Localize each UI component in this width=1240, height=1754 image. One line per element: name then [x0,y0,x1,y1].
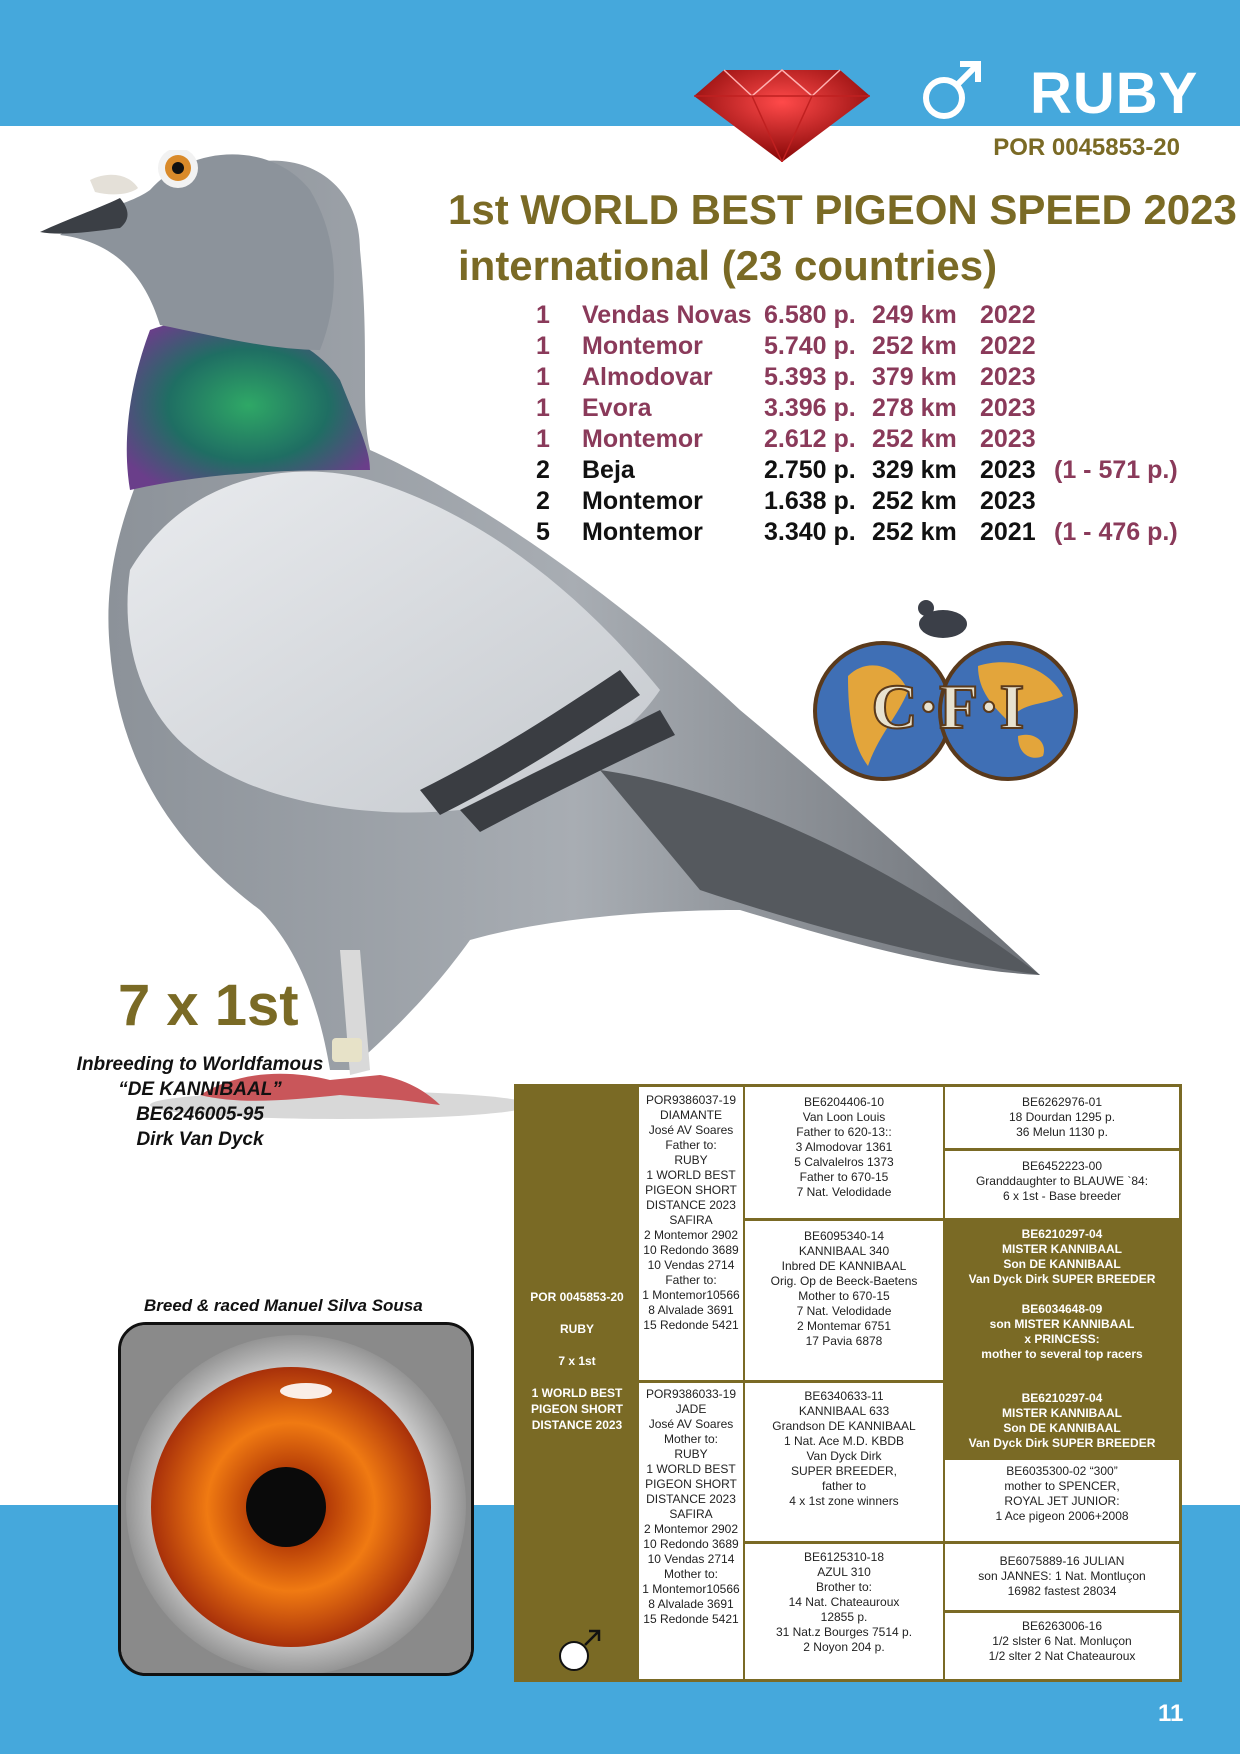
pedigree-line: Mother to: [663,1567,719,1581]
pedigree-line: 1 Ace pigeon 2006+2008 [995,1509,1129,1523]
pedigree-line: BE6034648-09 [1021,1302,1103,1316]
pedigree-line: BE6095340-14 [803,1229,885,1243]
pedigree-line: ROYAL JET JUNIOR: [1004,1494,1120,1508]
result-row [530,393,1178,424]
pedigree-line: MISTER KANNIBAAL [1002,1406,1122,1420]
pedigree-mmf [945,1544,1179,1610]
result-points: 3.340 p. [764,518,856,546]
pedigree-line: Son DE KANNIBAAL [1003,1257,1121,1271]
result-year: 2023 [980,456,1036,484]
pedigree-line: 8 Alvalade 3691 [648,1303,734,1317]
pedigree-line: RUBY [674,1447,708,1461]
pedigree-line: 8 Alvalade 3691 [648,1597,734,1611]
result-year: 2023 [980,487,1036,515]
pedigree-line: 1/2 slster 6 Nat. Monluçon [992,1634,1132,1648]
pedigree-fmf [945,1221,1179,1291]
result-pos: 1 [536,332,550,360]
result-km: 252 km [872,487,957,515]
pedigree-fff [945,1087,1179,1148]
pedigree-line: 1/2 slter 2 Nat Chateauroux [988,1649,1136,1663]
pedigree-line: Van Loon Louis [802,1110,886,1124]
page-number: 11 [1158,1700,1184,1727]
pedigree-line: DISTANCE 2023 [646,1198,736,1212]
result-points: 5.393 p. [764,363,856,391]
pedigree-line: 6 x 1st - Base breeder [1002,1189,1122,1203]
pedigree-subject [517,1087,637,1679]
pedigree-line: Son DE KANNIBAAL [1003,1421,1121,1435]
pedigree-line: Father to: [665,1138,717,1152]
pedigree-line: PIGEON SHORT [645,1477,737,1491]
pedigree-line: Mother to 670-15 [798,1289,890,1303]
result-pos: 2 [536,456,550,484]
pedigree-line: 17 Pavia 6878 [805,1334,883,1348]
pedigree-line: Orig. Op de Beeck-Baetens [770,1274,918,1288]
pedigree-mmm [945,1613,1179,1679]
pedigree-line: POR9386033-19 [645,1387,737,1401]
pedigree-line: KANNIBAAL 340 [798,1244,890,1258]
result-place: Vendas Novas [582,301,752,329]
pedigree-line: 2 Montemar 6751 [796,1319,892,1333]
pedigree-line: 14 Nat. Chateauroux [788,1595,900,1609]
pedigree-line: son JANNES: 1 Nat. Montluçon [978,1569,1146,1583]
pedigree-line: José AV Soares [648,1123,734,1137]
result-place: Montemor [582,332,703,360]
result-points: 2.750 p. [764,456,856,484]
result-place: Montemor [582,487,703,515]
result-year: 2022 [980,332,1036,360]
pedigree-line: 10 Vendas 2714 [647,1552,735,1566]
pedigree-line: 15 Redonde 5421 [643,1612,739,1626]
pedigree-line: mother to several top racers [981,1347,1143,1361]
pedigree-mm [745,1544,943,1679]
pedigree-line: Father to 620-13:: [796,1125,892,1139]
pedigree-line: RUBY [674,1153,708,1167]
result-points: 6.580 p. [764,301,856,329]
result-note [1050,393,1178,424]
inbreeding-line: “DE KANNIBAAL” [118,1079,282,1100]
pedigree-table [514,1084,1182,1682]
pedigree-line: BE6340633-11 [804,1389,884,1403]
pedigree-mff [945,1383,1179,1457]
result-km: 249 km [872,301,957,329]
pedigree-line: 1 Nat. Ace M.D. KBDB [783,1434,905,1448]
result-year: 2023 [980,425,1036,453]
pedigree-line: 16982 fastest 28034 [1007,1584,1117,1598]
result-km: 278 km [872,394,957,422]
pedigree-line: BE6210297-04 [1021,1227,1103,1241]
result-row [530,486,1178,517]
result-row [530,455,1178,486]
result-pos: 5 [536,518,550,546]
pedigree-line: SAFIRA [669,1213,713,1227]
pedigree-fmm [945,1294,1179,1380]
pedigree-line: 2 Noyon 204 p. [803,1640,885,1654]
result-pos: 2 [536,487,550,515]
title-line-2: international (23 countries) [458,242,998,289]
pedigree-line: POR9386037-19 [645,1093,737,1107]
pedigree-line: BE6262976-01 [1021,1095,1103,1109]
pedigree-line: PIGEON SHORT [645,1183,737,1197]
pedigree-line: José AV Soares [648,1417,734,1431]
pedigree-line: 4 x 1st zone winners [789,1494,899,1508]
title-line-1: 1st WORLD BEST PIGEON SPEED 2023 [448,186,1237,233]
pedigree-father [639,1087,743,1380]
pedigree-line: 18 Dourdan 1295 p. [1008,1110,1116,1124]
pedigree-line: 36 Melun 1130 p. [1016,1125,1108,1139]
result-place: Almodovar [582,363,713,391]
pedigree-line: 1 Montemor10566 [642,1582,740,1596]
result-place: Montemor [582,425,703,453]
result-row [530,300,1178,331]
subject-name: RUBY [559,1322,594,1336]
pedigree-line: KANNIBAAL 633 [798,1404,890,1418]
pedigree-line: 5 Calvalelros 1373 [794,1155,894,1169]
pedigree-line: BE6263006-16 [1021,1619,1103,1633]
result-year: 2023 [980,363,1036,391]
result-points: 5.740 p. [764,332,856,360]
result-note [1050,486,1178,517]
pedigree-line: 7 Nat. Velodidade [796,1304,892,1318]
result-note [1050,424,1178,455]
pedigree-line: son MISTER KANNIBAAL [989,1317,1135,1331]
result-year: 2021 [980,518,1036,546]
pedigree-line: BE6210297-04 [1021,1391,1103,1405]
inbreeding-line: Inbreeding to Worldfamous [76,1054,324,1075]
pedigree-line: Van Dyck Dirk [806,1449,882,1463]
pedigree-line: 31 Nat.z Bourges 7514 p. [775,1625,913,1639]
inbreeding-note [40,1052,360,1152]
subject-wins: 7 x 1st [558,1354,596,1368]
result-points: 1.638 p. [764,487,856,515]
pedigree-line: 12855 p. [820,1610,868,1624]
result-place: Evora [582,394,652,422]
pedigree-fm [745,1221,943,1380]
result-row [530,362,1178,393]
result-note: (1 - 476 p.) [1054,518,1178,546]
result-note [1050,362,1178,393]
pedigree-ff [745,1087,943,1218]
result-pos: 1 [536,394,550,422]
pedigree-line: 10 Redondo 3689 [643,1243,739,1257]
result-place: Montemor [582,518,703,546]
pedigree-line: Mother to: [663,1432,719,1446]
result-place: Beja [582,456,635,484]
pedigree-line: DIAMANTE [659,1108,722,1122]
pedigree-line: 1 WORLD BEST [646,1462,736,1476]
pedigree-mfm [945,1460,1179,1541]
pedigree-line: 2 Montemor 2902 [643,1522,739,1536]
ring-number: POR 0045853-20 [993,134,1180,161]
result-points: 2.612 p. [764,425,856,453]
pedigree-line: 3 Almodovar 1361 [795,1140,893,1154]
results-table [530,300,1178,548]
result-pos: 1 [536,363,550,391]
subject-ring: POR 0045853-20 [530,1290,624,1304]
result-pos: 1 [536,301,550,329]
breeder-credit: Breed & raced Manuel Silva Sousa [144,1296,423,1315]
pedigree-line: SUPER BREEDER, [790,1464,898,1478]
male-symbol-icon [920,58,984,122]
pedigree-line: DISTANCE 2023 [646,1492,736,1506]
pedigree-line: Brother to: [815,1580,873,1594]
pedigree-line: 10 Redondo 3689 [643,1537,739,1551]
pedigree-line: BE6125310-18 [803,1550,885,1564]
pedigree-line: SAFIRA [669,1507,713,1521]
pedigree-line: MISTER KANNIBAAL [1002,1242,1122,1256]
pedigree-line: 15 Redonde 5421 [643,1318,739,1332]
eye-photo [118,1322,474,1676]
result-year: 2022 [980,301,1036,329]
pedigree-ffm [945,1151,1179,1218]
result-pos: 1 [536,425,550,453]
pedigree-mf [745,1383,943,1541]
pedigree-line: 1 Montemor10566 [642,1288,740,1302]
pedigree-line: x PRINCESS: [1024,1332,1100,1346]
result-row [530,424,1178,455]
pedigree-line: BE6452223-00 [1021,1159,1103,1173]
pedigree-line: Father to 670-15 [799,1170,889,1184]
pedigree-line: 1 WORLD BEST [646,1168,736,1182]
inbreeding-line: BE6246005-95 [136,1104,264,1125]
pedigree-line: Granddaughter to BLAUWE `84: [975,1174,1149,1188]
pedigree-line: 2 Montemor 2902 [643,1228,739,1242]
pedigree-line: Father to: [665,1273,717,1287]
pedigree-line: BE6204406-10 [803,1095,885,1109]
result-year: 2023 [980,394,1036,422]
pedigree-line: Inbred DE KANNIBAAL [781,1259,907,1273]
male-symbol-icon [557,1627,603,1673]
result-note [1050,300,1178,331]
subject-title: 1 WORLD BEST PIGEON SHORT DISTANCE 2023 [530,1386,623,1432]
seven-firsts: 7 x 1st [118,973,299,1038]
result-km: 252 km [872,518,957,546]
pedigree-line: Van Dyck Dirk SUPER BREEDER [968,1436,1156,1450]
result-km: 329 km [872,456,957,484]
svg-text:C·F·I: C·F·I [871,671,1025,742]
pedigree-line: father to [821,1479,867,1493]
pedigree-line: Van Dyck Dirk SUPER BREEDER [968,1272,1156,1286]
result-note: (1 - 571 p.) [1054,456,1178,484]
fci-logo-icon [808,596,1088,786]
pedigree-line: mother to SPENCER, [1004,1479,1120,1493]
result-km: 252 km [872,332,957,360]
pedigree-line: 7 Nat. Velodidade [796,1185,892,1199]
pedigree-line: AZUL 310 [817,1565,871,1579]
result-row [530,331,1178,362]
inbreeding-line: Dirk Van Dyck [136,1129,264,1150]
pedigree-line: Grandson DE KANNIBAAL [772,1419,916,1433]
result-points: 3.396 p. [764,394,856,422]
ruby-gem-icon [694,52,870,162]
result-row [530,517,1178,548]
pedigree-line: BE6075889-16 JULIAN [999,1554,1125,1568]
pedigree-line: 10 Vendas 2714 [647,1258,735,1272]
result-km: 379 km [872,363,957,391]
pigeon-name: RUBY [1030,61,1199,126]
result-km: 252 km [872,425,957,453]
result-note [1050,331,1178,362]
pedigree-line: BE6035300-02 “300” [1006,1464,1118,1478]
pedigree-mother [639,1383,743,1679]
pedigree-line: JADE [675,1402,707,1416]
